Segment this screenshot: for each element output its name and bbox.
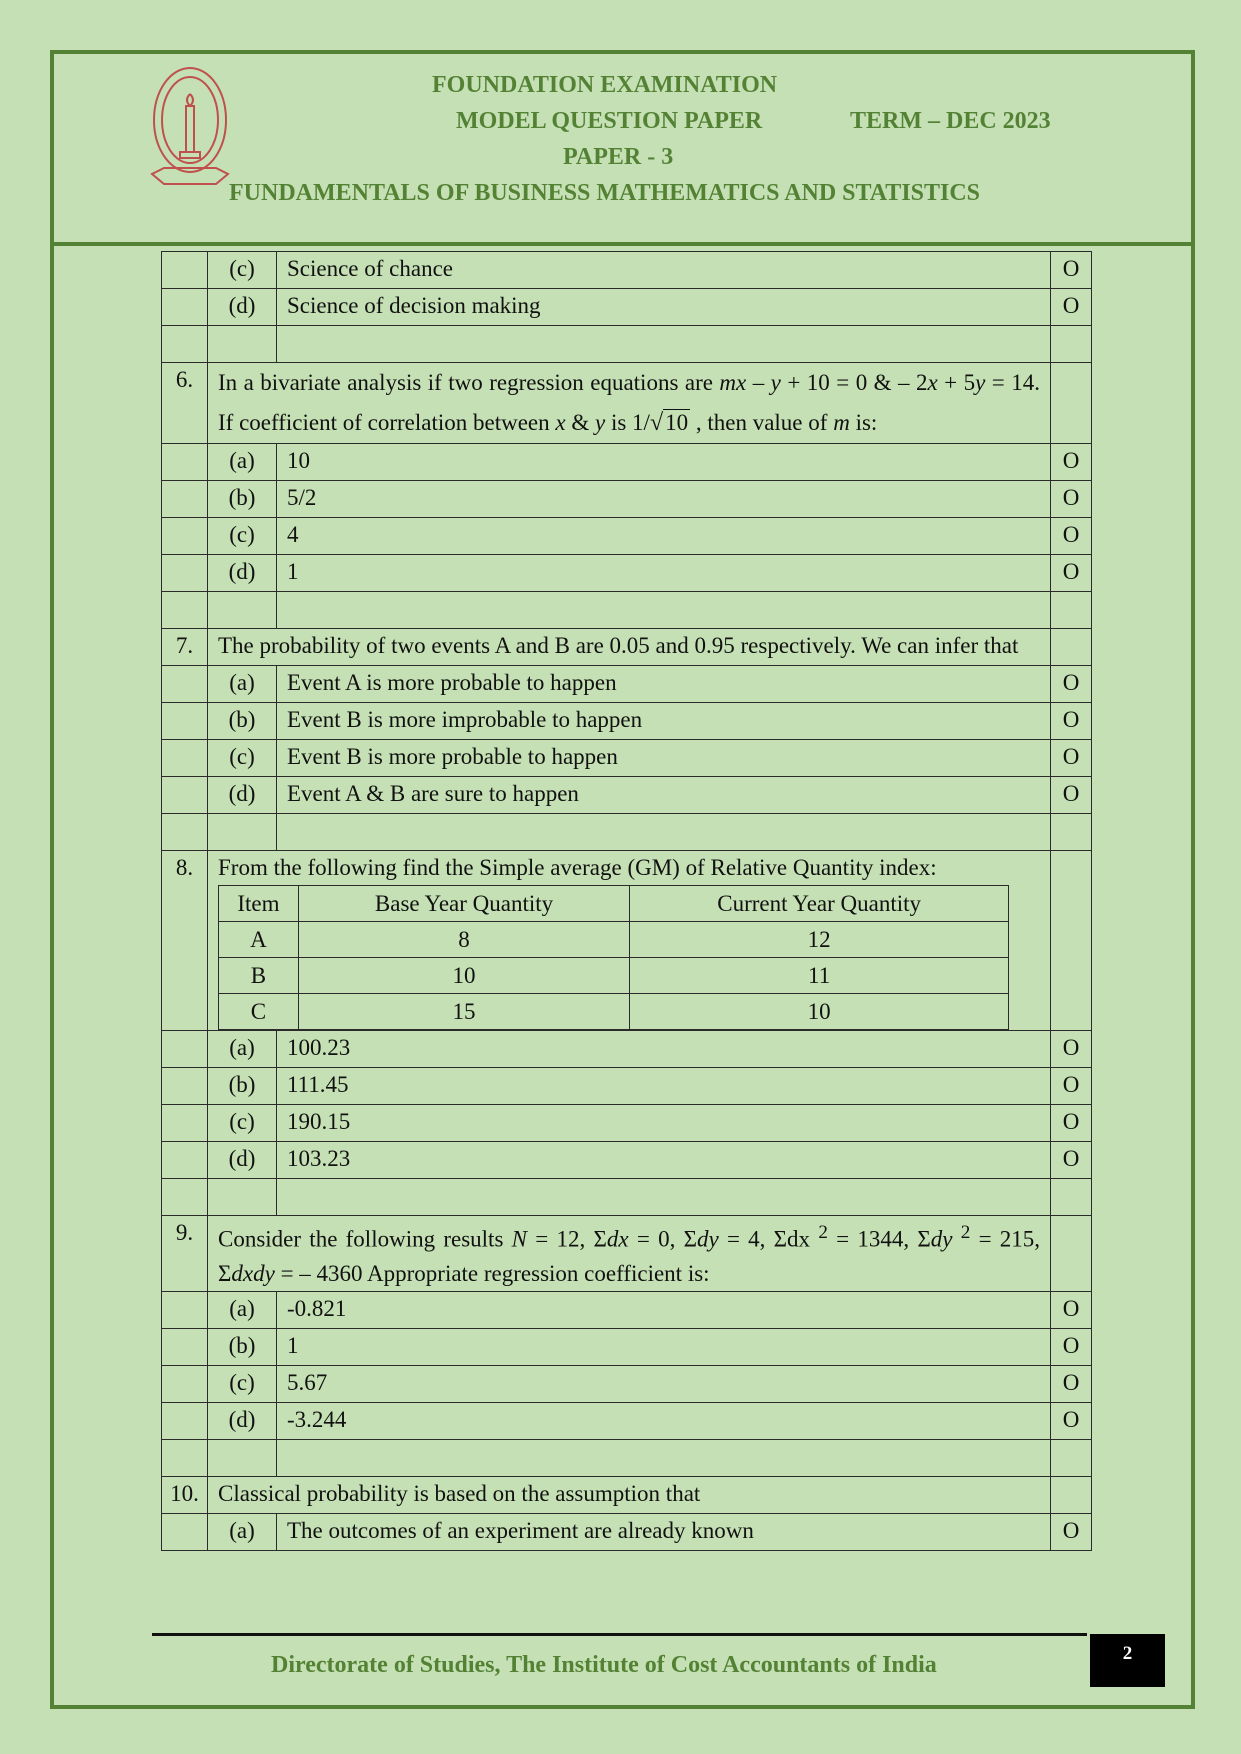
question-number-cell bbox=[162, 252, 208, 289]
option-text: Science of decision making bbox=[277, 289, 1051, 326]
question-stem: From the following find the Simple average (GM) of Relative Quantity index: bbox=[218, 855, 937, 880]
option-text: 1 bbox=[277, 1328, 1051, 1365]
option-label: (d) bbox=[208, 1142, 277, 1179]
option-text: 5.67 bbox=[277, 1365, 1051, 1402]
footer-divider bbox=[152, 1633, 1087, 1636]
option-row bbox=[162, 1142, 1092, 1179]
spacer-row bbox=[162, 814, 1092, 851]
option-label: (a) bbox=[208, 666, 277, 703]
option-text: Event A & B are sure to happen bbox=[277, 777, 1051, 814]
quantity-table bbox=[218, 885, 1009, 1030]
question-row bbox=[162, 629, 1092, 666]
question-stem: Classical probability is based on the assumption that bbox=[208, 1476, 1051, 1513]
option-row bbox=[162, 703, 1092, 740]
table-cell: B bbox=[219, 958, 299, 994]
column-header: Base Year Quantity bbox=[298, 886, 629, 922]
option-text: -0.821 bbox=[277, 1291, 1051, 1328]
option-text: Event B is more improbable to happen bbox=[277, 703, 1051, 740]
option-label: (c) bbox=[208, 252, 277, 289]
question-number: 10. bbox=[162, 1476, 208, 1513]
option-row bbox=[162, 1402, 1092, 1439]
answer-bubble[interactable]: O bbox=[1051, 1142, 1092, 1179]
option-text: 100.23 bbox=[277, 1031, 1051, 1068]
option-row bbox=[162, 252, 1092, 289]
question-number: 7. bbox=[162, 629, 208, 666]
option-label: (a) bbox=[208, 444, 277, 481]
answer-bubble[interactable]: O bbox=[1051, 1328, 1092, 1365]
option-row bbox=[162, 1068, 1092, 1105]
option-label: (c) bbox=[208, 740, 277, 777]
table-cell: 11 bbox=[630, 958, 1009, 994]
option-row bbox=[162, 289, 1092, 326]
answer-bubble[interactable]: O bbox=[1051, 1291, 1092, 1328]
footer-text: Directorate of Studies, The Institute of Cost Accountants of India bbox=[271, 1652, 937, 1678]
table-cell: A bbox=[219, 922, 299, 958]
option-label: (d) bbox=[208, 1402, 277, 1439]
spacer-row bbox=[162, 1179, 1092, 1216]
question-stem: In a bivariate analysis if two regression equations are mx – y + 10 = 0 & – 2x + 5y = 14. If coefficient of correlation between x & y is 1/√10 , then value of m is: bbox=[208, 363, 1051, 444]
paper-type: MODEL QUESTION PAPER bbox=[456, 108, 763, 134]
question-row bbox=[162, 1476, 1092, 1513]
option-row bbox=[162, 1328, 1092, 1365]
option-label: (a) bbox=[208, 1291, 277, 1328]
column-header: Current Year Quantity bbox=[630, 886, 1009, 922]
option-text: 1 bbox=[277, 555, 1051, 592]
option-label: (a) bbox=[208, 1031, 277, 1068]
option-text: 5/2 bbox=[277, 481, 1051, 518]
answer-bubble[interactable]: O bbox=[1051, 481, 1092, 518]
option-text: 103.23 bbox=[277, 1142, 1051, 1179]
option-row bbox=[162, 777, 1092, 814]
column-header: Item bbox=[219, 886, 299, 922]
answer-bubble[interactable]: O bbox=[1051, 740, 1092, 777]
option-text: Science of chance bbox=[277, 252, 1051, 289]
option-label: (d) bbox=[208, 777, 277, 814]
option-label: (b) bbox=[208, 703, 277, 740]
question-stem: Consider the following results N = 12, Σdx = 0, Σdy = 4, Σdx $^2$ = 1344, Σdy $^2$ = 215, Σdxdy = – 4360 Appropriate regression coefficient is: bbox=[208, 1216, 1051, 1292]
option-row bbox=[162, 1031, 1092, 1068]
spacer-row bbox=[162, 326, 1092, 363]
subject-title: FUNDAMENTALS OF BUSINESS MATHEMATICS AND STATISTICS bbox=[229, 180, 981, 206]
option-label: (a) bbox=[208, 1513, 277, 1550]
answer-bubble[interactable]: O bbox=[1051, 555, 1092, 592]
table-cell: 8 bbox=[298, 922, 629, 958]
table-cell: C bbox=[219, 994, 299, 1030]
option-label: (d) bbox=[208, 555, 277, 592]
option-row bbox=[162, 1291, 1092, 1328]
question-table bbox=[161, 251, 1092, 1551]
option-text: -3.244 bbox=[277, 1402, 1051, 1439]
term-label: TERM – DEC 2023 bbox=[850, 108, 1051, 134]
option-label: (d) bbox=[208, 289, 277, 326]
question-number: 6. bbox=[162, 363, 208, 444]
answer-bubble[interactable]: O bbox=[1051, 777, 1092, 814]
question-row bbox=[162, 851, 1092, 1031]
option-label: (c) bbox=[208, 1105, 277, 1142]
answer-bubble[interactable]: O bbox=[1051, 666, 1092, 703]
answer-bubble[interactable]: O bbox=[1051, 1105, 1092, 1142]
option-row bbox=[162, 1513, 1092, 1550]
question-row bbox=[162, 1216, 1092, 1292]
answer-bubble[interactable]: O bbox=[1051, 1402, 1092, 1439]
exam-title: FOUNDATION EXAMINATION bbox=[432, 72, 778, 98]
option-label: (b) bbox=[208, 481, 277, 518]
option-label: (c) bbox=[208, 518, 277, 555]
question-stem-block bbox=[208, 851, 1051, 1031]
option-row bbox=[162, 1105, 1092, 1142]
option-text: 10 bbox=[277, 444, 1051, 481]
answer-bubble[interactable]: O bbox=[1051, 1513, 1092, 1550]
question-row bbox=[162, 363, 1092, 444]
option-label: (c) bbox=[208, 1365, 277, 1402]
option-text: The outcomes of an experiment are already known bbox=[277, 1513, 1051, 1550]
option-row bbox=[162, 666, 1092, 703]
table-cell: 10 bbox=[630, 994, 1009, 1030]
option-text: Event B is more probable to happen bbox=[277, 740, 1051, 777]
table-row bbox=[219, 994, 1009, 1030]
table-cell: 12 bbox=[630, 922, 1009, 958]
institute-seal-icon bbox=[148, 64, 232, 192]
table-row bbox=[219, 958, 1009, 994]
paper-number: PAPER - 3 bbox=[563, 144, 674, 170]
option-text: Event A is more probable to happen bbox=[277, 666, 1051, 703]
table-header-row bbox=[219, 886, 1009, 922]
option-label: (b) bbox=[208, 1328, 277, 1365]
option-text: 4 bbox=[277, 518, 1051, 555]
question-stem: The probability of two events A and B are 0.05 and 0.95 respectively. We can infer that bbox=[208, 629, 1051, 666]
header-divider bbox=[50, 242, 1195, 246]
question-number: 9. bbox=[162, 1216, 208, 1292]
page-number: 2 bbox=[1090, 1634, 1165, 1687]
option-text: 111.45 bbox=[277, 1068, 1051, 1105]
table-row bbox=[219, 922, 1009, 958]
question-number: 8. bbox=[162, 851, 208, 1031]
answer-bubble[interactable]: O bbox=[1051, 444, 1092, 481]
option-row bbox=[162, 518, 1092, 555]
answer-bubble[interactable]: O bbox=[1051, 518, 1092, 555]
answer-bubble[interactable]: O bbox=[1051, 289, 1092, 326]
spacer-row bbox=[162, 592, 1092, 629]
table-cell: 10 bbox=[298, 958, 629, 994]
answer-bubble[interactable]: O bbox=[1051, 252, 1092, 289]
spacer-row bbox=[162, 1439, 1092, 1476]
table-cell: 15 bbox=[298, 994, 629, 1030]
option-row bbox=[162, 740, 1092, 777]
answer-bubble[interactable]: O bbox=[1051, 1365, 1092, 1402]
answer-bubble[interactable]: O bbox=[1051, 1031, 1092, 1068]
option-row bbox=[162, 444, 1092, 481]
option-text: 190.15 bbox=[277, 1105, 1051, 1142]
option-row bbox=[162, 555, 1092, 592]
answer-bubble[interactable]: O bbox=[1051, 703, 1092, 740]
answer-bubble[interactable]: O bbox=[1051, 1068, 1092, 1105]
option-label: (b) bbox=[208, 1068, 277, 1105]
option-row bbox=[162, 481, 1092, 518]
option-row bbox=[162, 1365, 1092, 1402]
